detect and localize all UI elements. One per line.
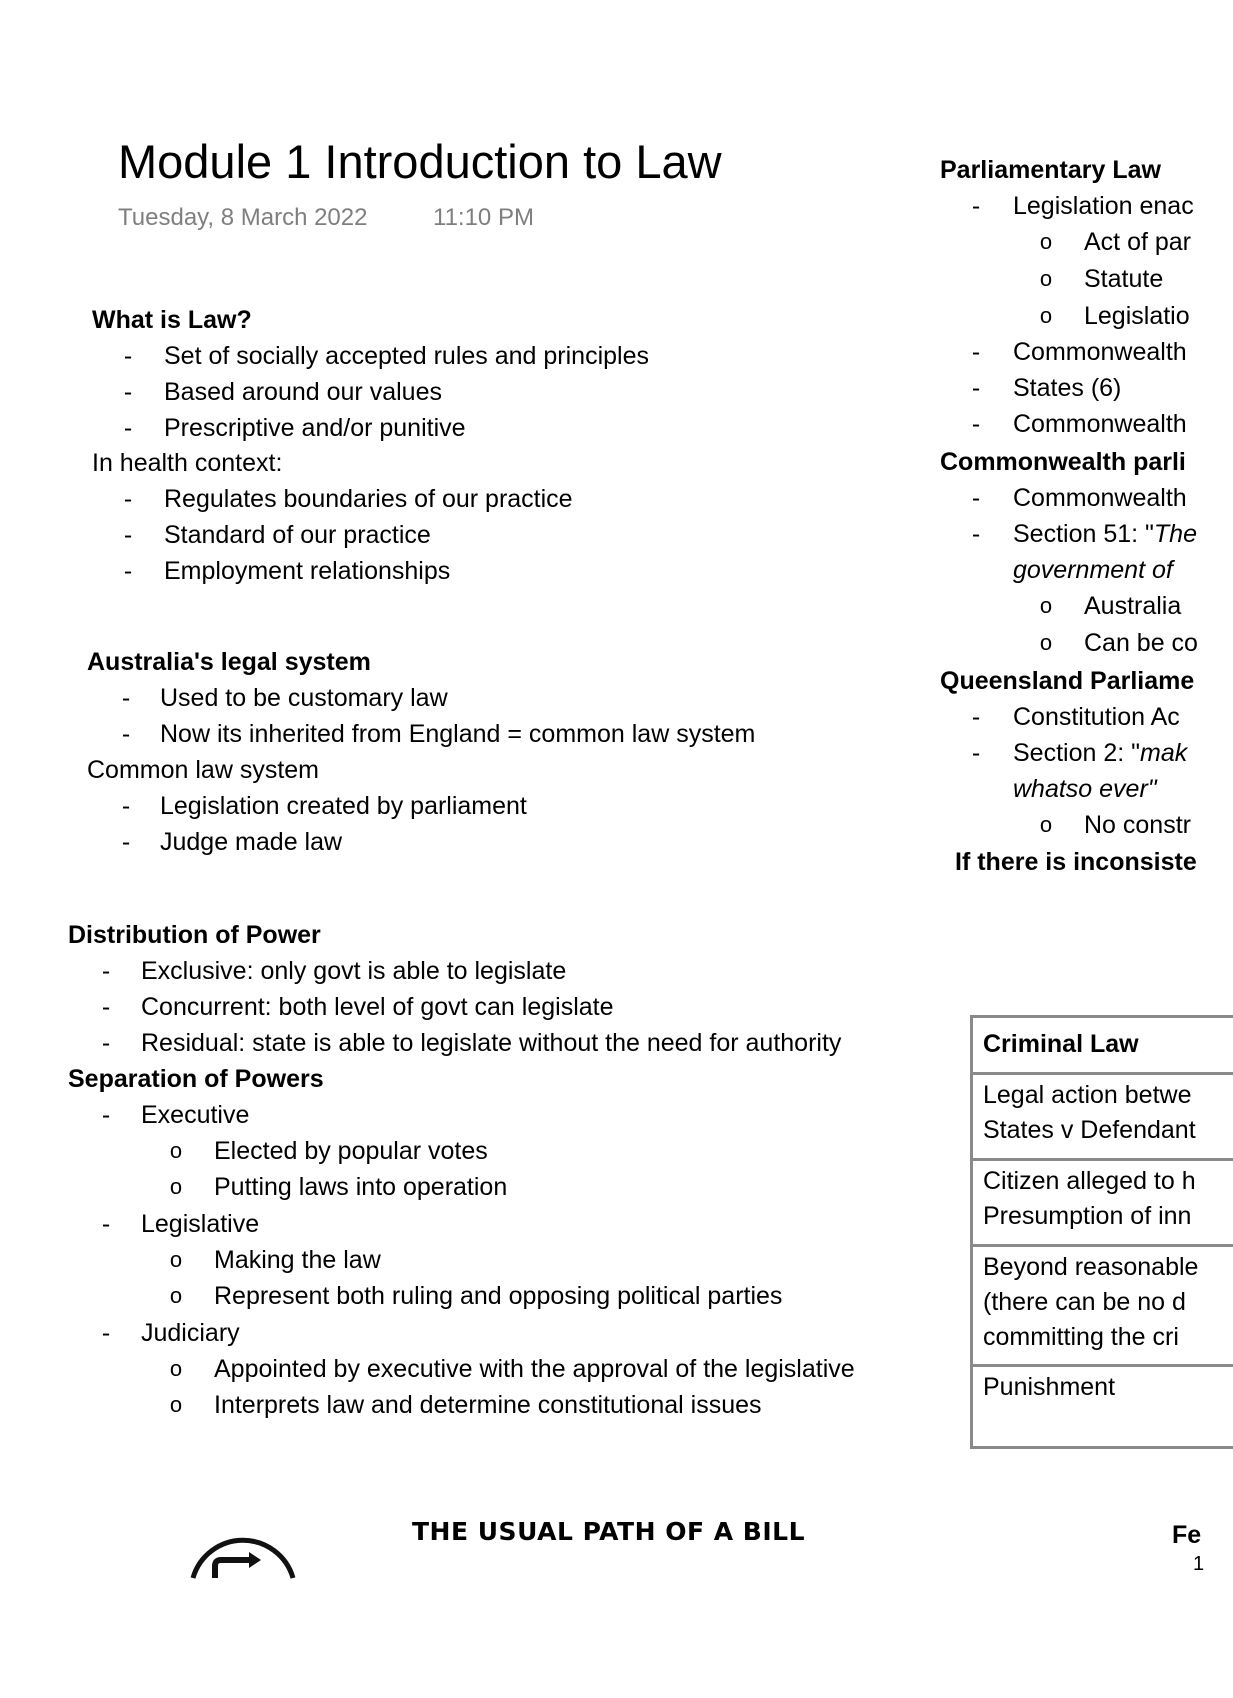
criminal-law-table xyxy=(970,1015,1233,1449)
subheading-health-context: In health context: xyxy=(92,449,283,477)
table-row xyxy=(973,1072,1233,1161)
table-row xyxy=(973,1244,1233,1367)
note-time: 11:10 PM xyxy=(433,204,534,231)
table-header-row xyxy=(973,1018,1233,1075)
section-51-continuation: government of xyxy=(1013,556,1173,584)
note-date: Tuesday, 8 March 2022 xyxy=(118,204,368,231)
table-row xyxy=(973,1158,1233,1247)
heading-parliamentary-law: Parliamentary Law xyxy=(940,156,1161,184)
section-2-continuation: whatso ever" xyxy=(1013,775,1157,803)
table-cell: Legal action betwe xyxy=(983,1081,1192,1109)
heading-separation: Separation of Powers xyxy=(68,1065,324,1093)
partial-heading: Fe xyxy=(1172,1521,1202,1549)
heading-what-is-law: What is Law? xyxy=(92,306,252,334)
table-cell: Beyond reasonable xyxy=(983,1253,1199,1281)
table-cell: committing the cri xyxy=(983,1323,1179,1351)
table-cell: (there can be no d xyxy=(983,1288,1186,1316)
partial-digit: 1 xyxy=(1193,1553,1205,1575)
bill-path-title: THE USUAL PATH OF A BILL xyxy=(412,1517,805,1546)
inconsistency-heading: If there is inconsiste xyxy=(955,848,1197,876)
table-cell: Punishment xyxy=(983,1373,1116,1401)
table-header-cell: Criminal Law xyxy=(983,1030,1139,1058)
table-row xyxy=(973,1364,1233,1443)
heading-queensland-parliament: Queensland Parliame xyxy=(940,667,1195,695)
table-cell: Presumption of inn xyxy=(983,1202,1192,1230)
table-cell: States v Defendant xyxy=(983,1116,1196,1144)
heading-commonwealth-parliament: Commonwealth parli xyxy=(940,448,1186,476)
table-cell: Citizen alleged to h xyxy=(983,1167,1196,1195)
heading-distribution: Distribution of Power xyxy=(68,921,321,949)
heading-aus-legal: Australia's legal system xyxy=(87,648,371,676)
page-title: Module 1 Introduction to Law xyxy=(118,135,722,188)
bill-path-icon xyxy=(185,1538,305,1578)
subheading-common-law: Common law system xyxy=(87,756,319,784)
